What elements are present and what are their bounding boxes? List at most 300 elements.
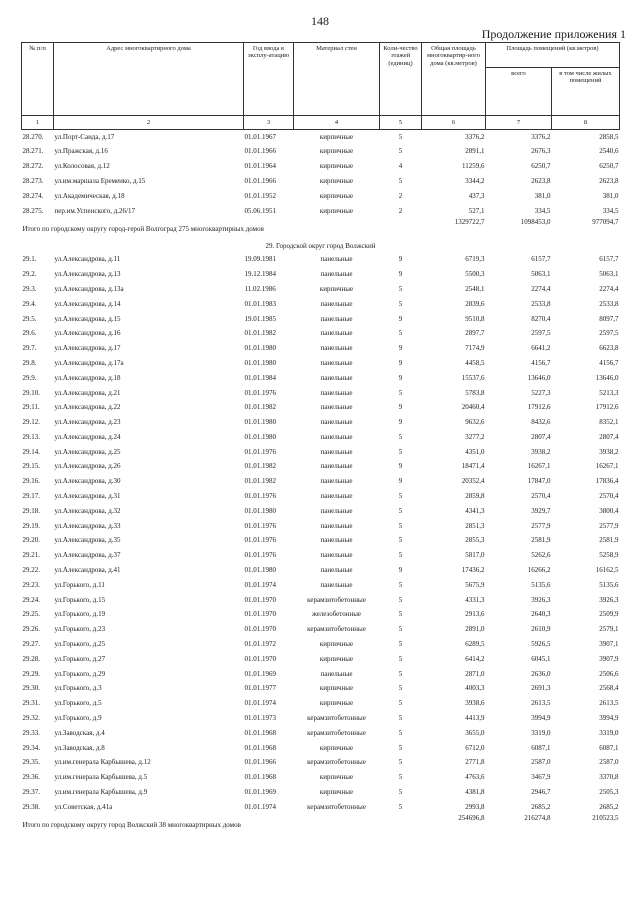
living-area: 16267,1 xyxy=(595,462,619,471)
table-row xyxy=(22,504,620,519)
living-area: 5135,6 xyxy=(599,580,619,589)
premises-area: 6045,1 xyxy=(531,654,551,663)
total-area: 4458,5 xyxy=(465,358,485,367)
table-row xyxy=(22,253,620,268)
total-area: 2839,6 xyxy=(465,299,485,308)
wall-material: панельные xyxy=(320,299,353,308)
total-area: 5817,0 xyxy=(465,551,485,560)
premises-area: 5926,5 xyxy=(531,640,551,649)
address: ул.Александрова, д.15 xyxy=(54,314,121,323)
living-area: 2577,9 xyxy=(599,521,619,530)
address: ул.Советская, д.41а xyxy=(54,802,113,811)
year-built: 01.01.1970 xyxy=(244,610,276,619)
row-number: 28.272. xyxy=(22,162,44,171)
living-area: 381,0 xyxy=(602,191,619,200)
header-floors: Коли-чество этажей (единиц) xyxy=(380,43,422,116)
total-living: 977094,7 xyxy=(592,217,619,226)
floors: 5 xyxy=(398,432,403,441)
total-area: 4351,0 xyxy=(465,447,485,456)
address: ул.Горького, д.29 xyxy=(54,669,106,678)
total-area: 18471,4 xyxy=(461,462,485,471)
living-area: 6250,7 xyxy=(599,162,619,171)
header-total-area: Общая площадь многоквартир-ного дома (кв.метров) xyxy=(422,43,486,116)
premises-area: 3938,2 xyxy=(531,447,551,456)
premises-area: 6250,7 xyxy=(531,162,551,171)
column-number: 7 xyxy=(486,116,552,130)
table-row xyxy=(22,174,620,189)
floors: 9 xyxy=(398,344,403,353)
table-row xyxy=(22,519,620,534)
year-built: 01.01.1976 xyxy=(244,388,276,397)
table-row xyxy=(22,401,620,416)
premises-area: 8270,4 xyxy=(531,314,551,323)
living-area: 8352,1 xyxy=(599,418,619,427)
floors: 5 xyxy=(398,147,403,156)
premises-area: 2807,4 xyxy=(531,432,551,441)
living-area: 13646,0 xyxy=(595,373,619,382)
living-area: 2581,9 xyxy=(599,536,619,545)
total-area: 2548,1 xyxy=(465,284,485,293)
total-area: 4003,3 xyxy=(465,684,485,693)
address: ул.Заводская, д.4 xyxy=(54,728,105,737)
total-premises: 216274,8 xyxy=(524,814,551,823)
column-number: 4 xyxy=(294,116,380,130)
total-area: 437,3 xyxy=(468,191,485,200)
table-row xyxy=(22,342,620,357)
wall-material: панельные xyxy=(320,373,353,382)
row-number: 29.3. xyxy=(22,284,37,293)
total-area: 3376,2 xyxy=(465,132,485,141)
living-area: 2858,5 xyxy=(599,132,619,141)
header-year: Год ввода в эксплу-атацию xyxy=(244,43,294,116)
living-area: 2540,6 xyxy=(599,147,619,156)
address: ул.Горького, д.15 xyxy=(54,595,106,604)
address: ул.Горького, д.19 xyxy=(54,610,106,619)
address: ул.Александрова, д.24 xyxy=(54,432,121,441)
total-area: 3938,6 xyxy=(465,699,485,708)
address: ул.Порт-Саида, д.17 xyxy=(54,132,115,141)
year-built: 01.01.1980 xyxy=(244,344,276,353)
wall-material: кирпичные xyxy=(319,788,354,797)
row-number: 29.27. xyxy=(22,640,40,649)
total-area: 4331,3 xyxy=(465,595,485,604)
wall-material: панельные xyxy=(320,432,353,441)
row-number: 29.31. xyxy=(22,699,40,708)
column-number: 8 xyxy=(552,116,620,130)
table-row xyxy=(22,130,620,145)
row-number: 29.21. xyxy=(22,551,40,560)
column-number: 3 xyxy=(244,116,294,130)
total-area: 20460,4 xyxy=(461,403,485,412)
row-number: 29.7. xyxy=(22,344,37,353)
living-area: 2570,4 xyxy=(599,492,619,501)
wall-material: панельные xyxy=(320,551,353,560)
row-number: 29.18. xyxy=(22,506,40,515)
header-address: Адрес многоквартирного дома xyxy=(54,43,244,116)
year-built: 01.01.1977 xyxy=(244,684,276,693)
address: ул.Александрова, д.31 xyxy=(54,492,121,501)
living-area: 3907,9 xyxy=(599,654,619,663)
year-built: 01.01.1969 xyxy=(244,788,276,797)
table-row xyxy=(22,682,620,697)
row-number: 29.8. xyxy=(22,358,37,367)
address: пер.им.Успенского, д.26/17 xyxy=(54,206,135,215)
floors: 5 xyxy=(398,284,403,293)
address: ул.Александрова, д.21 xyxy=(54,388,121,397)
floors: 5 xyxy=(398,521,403,530)
wall-material: керамзитобетонные xyxy=(307,758,366,767)
row-number: 29.12. xyxy=(22,418,40,427)
premises-area: 3926,3 xyxy=(531,595,551,604)
year-built: 01.01.1968 xyxy=(244,728,276,737)
table-row xyxy=(22,160,620,175)
address: ул.Александрова, д.17 xyxy=(54,344,121,353)
table-row xyxy=(22,697,620,712)
wall-material: панельные xyxy=(320,403,353,412)
year-built: 01.01.1980 xyxy=(244,358,276,367)
total-total: 1329722,7 xyxy=(454,217,485,226)
total-area: 11259,6 xyxy=(462,162,485,171)
premises-area: 2946,7 xyxy=(531,788,551,797)
total-area: 15537,6 xyxy=(461,373,485,382)
premises-area: 2676,3 xyxy=(531,147,551,156)
table-row xyxy=(22,490,620,505)
table-row xyxy=(22,534,620,549)
floors: 5 xyxy=(398,580,403,589)
floors: 5 xyxy=(398,773,403,782)
total-area: 3655,0 xyxy=(465,728,485,737)
living-area: 2613,5 xyxy=(599,699,619,708)
wall-material: панельные xyxy=(320,669,353,678)
row-number: 29.5. xyxy=(22,314,37,323)
floors: 2 xyxy=(398,191,403,200)
total-area: 2771,8 xyxy=(465,758,485,767)
year-built: 01.01.1982 xyxy=(244,329,276,338)
premises-area: 5262,6 xyxy=(531,551,551,560)
premises-area: 3467,9 xyxy=(531,773,551,782)
living-area: 6623,8 xyxy=(599,344,619,353)
floors: 5 xyxy=(398,506,403,515)
premises-area: 2691,3 xyxy=(531,684,551,693)
row-number: 29.30. xyxy=(22,684,40,693)
premises-area: 2636,0 xyxy=(531,669,551,678)
premises-area: 5063,1 xyxy=(531,270,551,279)
address: ул.Заводская, д.8 xyxy=(54,743,105,752)
year-built: 01.01.1976 xyxy=(244,492,276,501)
table-row xyxy=(22,356,620,371)
header-material: Материал стен xyxy=(294,43,380,116)
living-area: 2274,4 xyxy=(599,284,619,293)
total-area: 2891,1 xyxy=(465,147,485,156)
table-row xyxy=(22,371,620,386)
living-area: 8097,7 xyxy=(599,314,619,323)
total-area: 5783,8 xyxy=(465,388,485,397)
living-area: 3994,9 xyxy=(599,714,619,723)
housing-table xyxy=(21,42,620,837)
wall-material: кирпичные xyxy=(319,684,354,693)
total-area: 6719,3 xyxy=(465,255,485,264)
living-area: 2505,3 xyxy=(599,788,619,797)
living-area: 2623,8 xyxy=(599,176,619,185)
address: ул.Горького, д.25 xyxy=(54,640,106,649)
total-area: 2871,0 xyxy=(465,669,485,678)
total-row-volgograd xyxy=(22,219,620,241)
total-total: 254696,8 xyxy=(458,814,485,823)
premises-area: 2570,4 xyxy=(531,492,551,501)
address: ул.Александрова, д.33 xyxy=(54,521,121,530)
living-area: 2807,4 xyxy=(599,432,619,441)
table-row xyxy=(22,268,620,283)
header-no: № п/п xyxy=(22,43,54,116)
floors: 9 xyxy=(398,358,403,367)
total-area: 2993,8 xyxy=(465,802,485,811)
premises-area: 5135,6 xyxy=(531,580,551,589)
row-number: 29.34. xyxy=(22,743,40,752)
address: ул.Горького, д.23 xyxy=(54,625,106,634)
row-number: 29.17. xyxy=(22,492,40,501)
table-row xyxy=(22,475,620,490)
wall-material: панельные xyxy=(320,521,353,530)
table-row xyxy=(22,578,620,593)
table-row xyxy=(22,416,620,431)
living-area: 3319,0 xyxy=(599,728,619,737)
wall-material: керамзитобетонные xyxy=(307,625,366,634)
living-area: 2685,2 xyxy=(599,802,619,811)
wall-material: кирпичные xyxy=(319,147,354,156)
premises-area: 4156,7 xyxy=(531,358,551,367)
row-number: 28.274. xyxy=(22,191,44,200)
total-area: 7174,9 xyxy=(465,344,485,353)
living-area: 3907,1 xyxy=(599,640,619,649)
year-built: 01.01.1976 xyxy=(244,521,276,530)
total-area: 4341,3 xyxy=(465,506,485,515)
living-area: 2509,9 xyxy=(599,610,619,619)
year-built: 01.01.1980 xyxy=(244,418,276,427)
wall-material: кирпичные xyxy=(319,743,354,752)
living-area: 17836,4 xyxy=(595,477,619,486)
header-row xyxy=(22,43,620,68)
wall-material: железобетонные xyxy=(311,610,362,619)
year-built: 01.01.1976 xyxy=(244,551,276,560)
year-built: 05.06.1951 xyxy=(244,206,276,215)
address: ул.Александрова, д.11 xyxy=(54,255,121,264)
address: ул.им.генерала Карбышева, д.5 xyxy=(54,773,148,782)
wall-material: панельные xyxy=(320,580,353,589)
row-number: 29.26. xyxy=(22,625,40,634)
wall-material: кирпичные xyxy=(319,132,354,141)
premises-area: 2587,0 xyxy=(531,758,551,767)
premises-area: 16266,2 xyxy=(527,566,551,575)
premises-area: 17912,6 xyxy=(527,403,551,412)
premises-area: 8432,6 xyxy=(531,418,551,427)
floors: 5 xyxy=(398,625,403,634)
district-heading-row xyxy=(22,241,620,253)
floors: 5 xyxy=(398,684,403,693)
table-row xyxy=(22,623,620,638)
row-number: 29.33. xyxy=(22,728,40,737)
wall-material: керамзитобетонные xyxy=(307,714,366,723)
table-row xyxy=(22,564,620,579)
row-number: 29.32. xyxy=(22,714,40,723)
total-label: Итого по городскому округу город Волжский 38 многоквартирных домов xyxy=(22,821,241,830)
row-number: 29.1. xyxy=(22,255,37,264)
address: ул.Александрова, д.14 xyxy=(54,299,121,308)
row-number: 28.271. xyxy=(22,147,44,156)
year-built: 01.01.1974 xyxy=(244,580,276,589)
year-built: 01.01.1980 xyxy=(244,432,276,441)
premises-area: 2623,8 xyxy=(531,176,551,185)
floors: 5 xyxy=(398,388,403,397)
address: ул.Александрова, д.18 xyxy=(54,373,121,382)
floors: 9 xyxy=(398,418,403,427)
living-area: 6087,1 xyxy=(599,743,619,752)
address: ул.Александрова, д.16 xyxy=(54,329,121,338)
year-built: 01.01.1966 xyxy=(244,147,276,156)
year-built: 01.01.1974 xyxy=(244,699,276,708)
premises-area: 2640,3 xyxy=(531,610,551,619)
row-number: 29.20. xyxy=(22,536,40,545)
total-area: 6289,5 xyxy=(465,640,485,649)
address: ул.Горького, д.9 xyxy=(54,714,102,723)
floors: 2 xyxy=(398,206,403,215)
year-built: 19.09.1981 xyxy=(244,255,276,264)
living-area: 5063,1 xyxy=(599,270,619,279)
premises-area: 2581,9 xyxy=(531,536,551,545)
year-built: 01.01.1973 xyxy=(244,714,276,723)
premises-area: 16267,1 xyxy=(527,462,551,471)
column-number: 2 xyxy=(54,116,244,130)
premises-area: 3929,7 xyxy=(531,506,551,515)
premises-area: 6157,7 xyxy=(531,255,551,264)
year-built: 01.01.1984 xyxy=(244,373,276,382)
table-row xyxy=(22,430,620,445)
floors: 5 xyxy=(398,299,403,308)
premises-area: 3319,0 xyxy=(531,728,551,737)
address: ул.им.генерала Карбышева, д.9 xyxy=(54,788,148,797)
wall-material: кирпичные xyxy=(319,162,354,171)
wall-material: панельные xyxy=(320,344,353,353)
table-row xyxy=(22,445,620,460)
premises-area: 2533,8 xyxy=(531,299,551,308)
year-built: 01.01.1968 xyxy=(244,773,276,782)
year-built: 01.01.1967 xyxy=(244,132,276,141)
floors: 5 xyxy=(398,714,403,723)
address: ул.Александрова, д.25 xyxy=(54,447,121,456)
total-area: 17436,2 xyxy=(461,566,485,575)
living-area: 2506,6 xyxy=(599,669,619,678)
wall-material: керамзитобетонные xyxy=(307,728,366,737)
year-built: 01.01.1952 xyxy=(244,191,276,200)
address: ул.Пражская, д.16 xyxy=(54,147,108,156)
row-number: 29.36. xyxy=(22,773,40,782)
floors: 5 xyxy=(398,654,403,663)
address: ул.Александрова, д.13 xyxy=(54,270,121,279)
row-number: 29.15. xyxy=(22,462,40,471)
floors: 9 xyxy=(398,403,403,412)
living-area: 5213,3 xyxy=(599,388,619,397)
table-row xyxy=(22,638,620,653)
premises-area: 2610,9 xyxy=(531,625,551,634)
wall-material: панельные xyxy=(320,477,353,486)
living-area: 6157,7 xyxy=(599,255,619,264)
floors: 5 xyxy=(398,610,403,619)
table-row xyxy=(22,652,620,667)
floors: 5 xyxy=(398,699,403,708)
year-built: 01.01.1972 xyxy=(244,640,276,649)
year-built: 11.02.1986 xyxy=(244,284,276,293)
table-row xyxy=(22,189,620,204)
wall-material: панельные xyxy=(320,462,353,471)
floors: 5 xyxy=(398,447,403,456)
row-number: 29.35. xyxy=(22,758,40,767)
row-number: 29.9. xyxy=(22,373,37,382)
floors: 5 xyxy=(398,802,403,811)
total-area: 2851,3 xyxy=(465,521,485,530)
total-area: 2913,6 xyxy=(465,610,485,619)
row-number: 29.22. xyxy=(22,566,40,575)
total-area: 6712,0 xyxy=(465,743,485,752)
total-area: 20352,4 xyxy=(461,477,485,486)
wall-material: панельные xyxy=(320,492,353,501)
table-row xyxy=(22,741,620,756)
floors: 5 xyxy=(398,788,403,797)
floors: 4 xyxy=(398,162,403,171)
wall-material: панельные xyxy=(320,418,353,427)
total-area: 527,1 xyxy=(468,206,485,215)
table-row xyxy=(22,726,620,741)
living-area: 3800,4 xyxy=(599,506,619,515)
premises-area: 3994,9 xyxy=(531,714,551,723)
total-area: 4413,9 xyxy=(465,714,485,723)
wall-material: кирпичные xyxy=(319,206,354,215)
premises-area: 6087,1 xyxy=(531,743,551,752)
premises-area: 2597,5 xyxy=(531,329,551,338)
premises-area: 17847,0 xyxy=(527,477,551,486)
total-label: Итого по городскому округу город-герой Волгоград 275 многоквартирных домов xyxy=(22,225,264,234)
address: ул.Александрова, д.35 xyxy=(54,536,121,545)
district-heading: 29. Городской округ город Волжский xyxy=(265,241,376,250)
living-area: 3938,2 xyxy=(599,447,619,456)
table-row xyxy=(22,549,620,564)
living-area: 3926,3 xyxy=(599,595,619,604)
total-area: 4763,6 xyxy=(465,773,485,782)
total-area: 2859,8 xyxy=(465,492,485,501)
table-row xyxy=(22,204,620,219)
address: ул.им.маршала Еременко, д.15 xyxy=(54,176,146,185)
row-number: 29.6. xyxy=(22,329,37,338)
living-area: 2587,0 xyxy=(599,758,619,767)
wall-material: кирпичные xyxy=(319,176,354,185)
year-built: 01.01.1970 xyxy=(244,595,276,604)
total-area: 9632,6 xyxy=(465,418,485,427)
column-number-row xyxy=(22,116,620,130)
year-built: 01.01.1970 xyxy=(244,654,276,663)
table-row xyxy=(22,282,620,297)
address: ул.Академическая, д.18 xyxy=(54,191,125,200)
floors: 5 xyxy=(398,595,403,604)
wall-material: кирпичные xyxy=(319,654,354,663)
table-row xyxy=(22,711,620,726)
table-row xyxy=(22,800,620,815)
wall-material: кирпичные xyxy=(319,191,354,200)
total-area: 2855,3 xyxy=(465,536,485,545)
table-row xyxy=(22,667,620,682)
wall-material: панельные xyxy=(320,566,353,575)
row-number: 29.37. xyxy=(22,788,40,797)
floors: 9 xyxy=(398,566,403,575)
floors: 5 xyxy=(398,536,403,545)
header-premises-living: в том числе жилых помещений xyxy=(552,68,620,116)
